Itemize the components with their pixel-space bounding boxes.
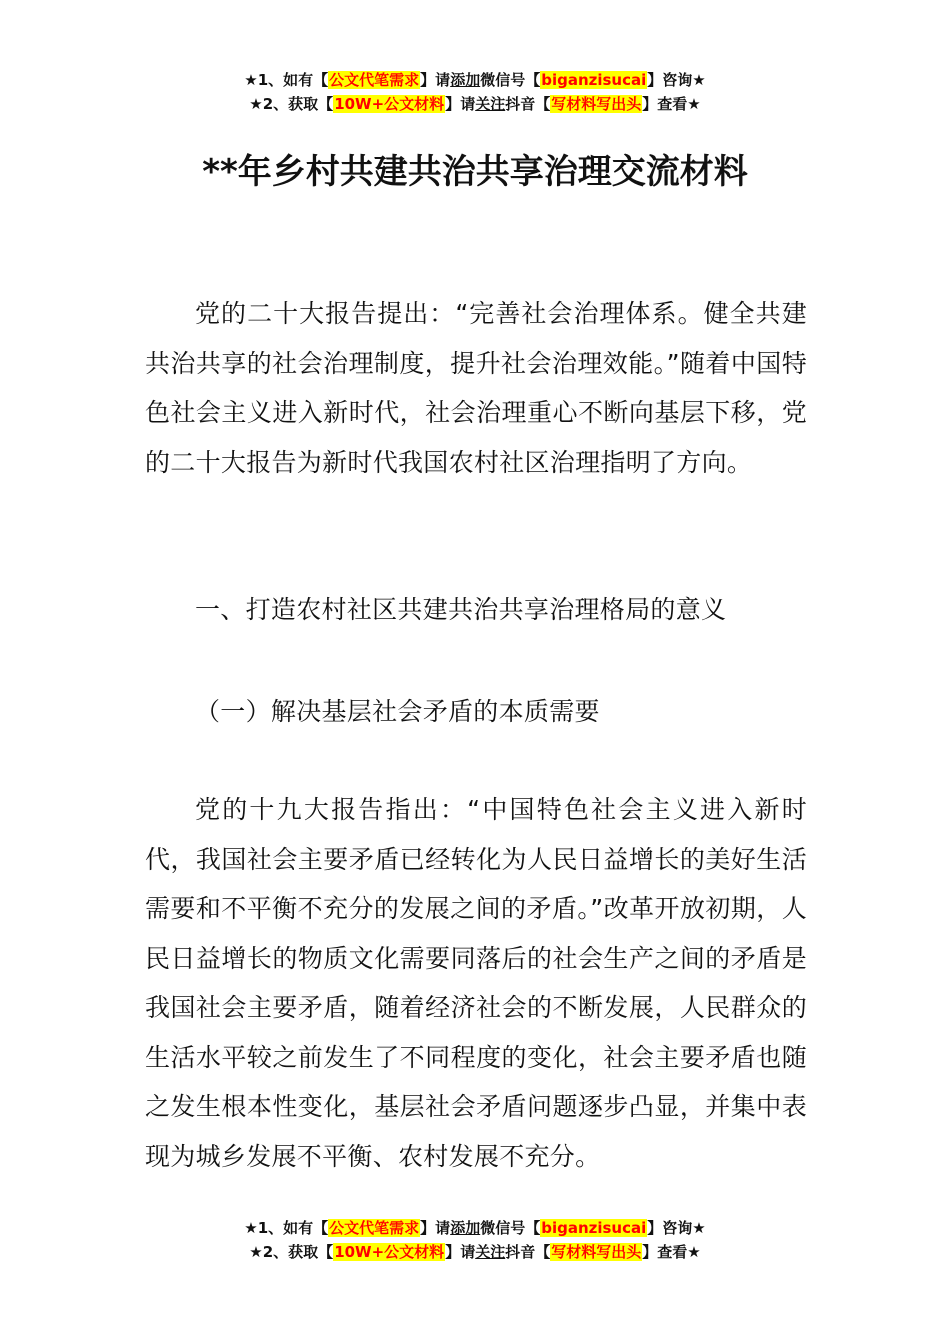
promo-wechat-id: biganzisucai <box>541 71 647 89</box>
promo-text: ★1、如有【 <box>244 1219 329 1237</box>
promo-text: 】请 <box>420 71 451 89</box>
promo-underlined-text: 添加 <box>450 1219 481 1237</box>
promo-highlight: 10W+公文材料 <box>334 1243 445 1261</box>
footer-promo-banner <box>0 1216 950 1264</box>
promo-text: 】查看★ <box>642 95 701 113</box>
promo-douyin-account: 写材料写出头 <box>551 95 642 113</box>
document-title: **年乡村共建共治共享治理交流材料 <box>202 152 748 192</box>
promo-line-2 <box>0 92 950 116</box>
promo-text: ★2、获取【 <box>249 1243 334 1261</box>
promo-underlined-text: 添加 <box>450 71 481 89</box>
promo-douyin-account: 写材料写出头 <box>551 1243 642 1261</box>
promo-highlight: 10W+公文材料 <box>334 95 445 113</box>
promo-text: ★1、如有【 <box>244 71 329 89</box>
body-paragraph-2: 党的十九大报告指出：“中国特色社会主义进入新时代，我国社会主要矛盾已经转化为人民日益增长的美好生活需要和不平衡不充分的发展之间的矛盾。”改革开放初期，人民日益增长的物质文化需要同落后的社会生产之间的矛盾是我国社会主要矛盾，随着经济社会的不断发展，人民群众的生活水平较之前发生了不同程度的变化，社会主要矛盾也随之发生根本性变化，基层社会矛盾问题逐步凸显，并集中表现为城乡发展不平衡、农村发展不充分。 <box>145 795 807 1171</box>
promo-text: 微信号【 <box>480 71 541 89</box>
promo-text: 抖音【 <box>505 1243 551 1261</box>
promo-text: 】咨询★ <box>647 1219 706 1237</box>
promo-text: 】请 <box>420 1219 451 1237</box>
promo-highlight: 公文代笔需求 <box>329 1219 420 1237</box>
promo-highlight: 公文代笔需求 <box>329 71 420 89</box>
promo-text: 】查看★ <box>642 1243 701 1261</box>
promo-line-1 <box>0 68 950 92</box>
promo-text: 抖音【 <box>505 95 551 113</box>
promo-text: 】请 <box>445 1243 476 1261</box>
section-heading-1: 一、打造农村社区共建共治共享治理格局的意义 <box>195 595 727 624</box>
promo-underlined-text: 关注 <box>475 95 506 113</box>
promo-line-2 <box>0 1240 950 1264</box>
promo-wechat-id: biganzisucai <box>541 1219 647 1237</box>
promo-text: ★2、获取【 <box>249 95 334 113</box>
subsection-heading-1: （一）解决基层社会矛盾的本质需要 <box>195 697 600 726</box>
promo-text: 微信号【 <box>480 1219 541 1237</box>
promo-text: 】咨询★ <box>647 71 706 89</box>
header-promo-banner <box>0 68 950 116</box>
promo-underlined-text: 关注 <box>475 1243 506 1261</box>
promo-text: 】请 <box>445 95 476 113</box>
promo-line-1 <box>0 1216 950 1240</box>
body-paragraph-1: 党的二十大报告提出：“完善社会治理体系。健全共建共治共享的社会治理制度，提升社会治理效能。”随着中国特色社会主义进入新时代，社会治理重心不断向基层下移，党的二十大报告为新时代我国农村社区治理指明了方向。 <box>145 299 807 477</box>
